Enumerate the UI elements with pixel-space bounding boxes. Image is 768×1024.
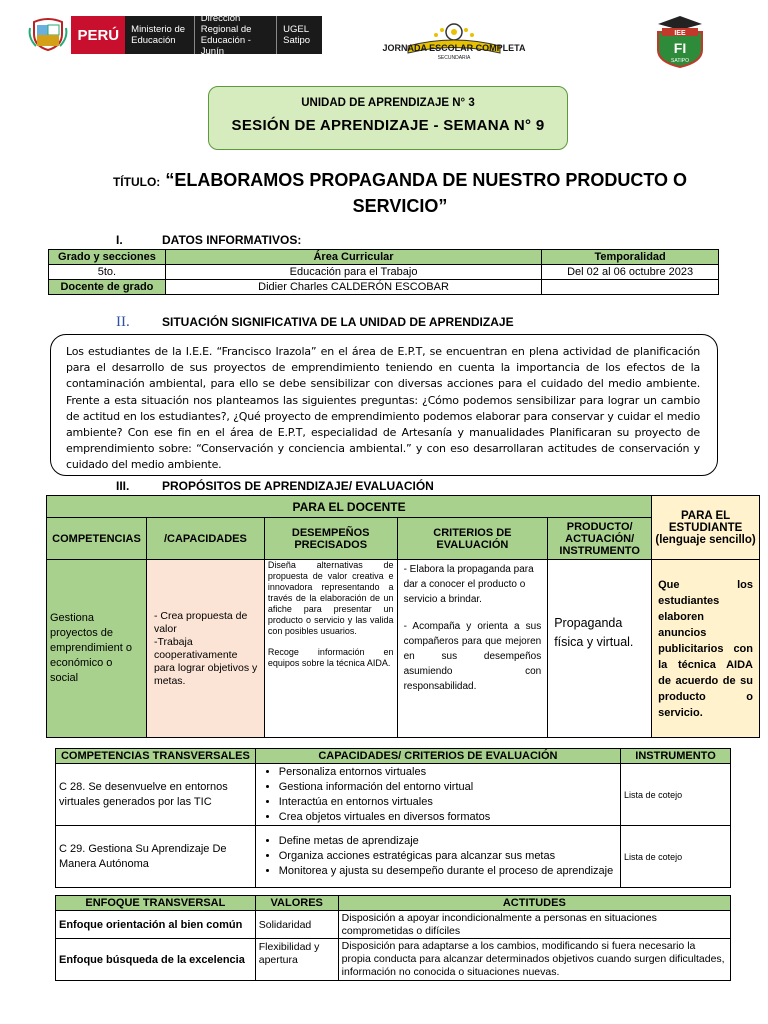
capacidades-header: /CAPACIDADES [146,518,264,560]
actitudes-header: ACTITUDES [338,896,730,911]
list-item: • Organiza acciones estratégicas para alcanzar sus metas [279,849,617,864]
datos-table [48,249,719,295]
para-docente-header: PARA EL DOCENTE [47,496,652,518]
list-item: • Interactúa en entornos virtuales [279,795,617,810]
titulo-label: TÍTULO: [112,175,161,189]
producto-cell: Propaganda física y virtual. [548,560,652,738]
peru-label: PERÚ [71,16,125,54]
jec-logo [382,22,526,61]
grado-value: 5to. [49,265,166,280]
comp-29-cell: C 29. Gestiona Su Aprendizaje De Manera Autónoma [56,826,256,888]
instrumento-header: INSTRUMENTO [621,749,731,764]
titulo-text: “ELABORAMOS PROPAGANDA DE NUESTRO PRODUCTO O SERVICIO” [165,170,688,216]
svg-text:IEE: IEE [674,30,686,37]
valores-header: VALORES [255,896,338,911]
minedu-logo [24,13,322,57]
ministerio-label: Ministerio de Educación [125,16,194,54]
svg-text:JORNADA ESCOLAR COMPLETA: JORNADA ESCOLAR COMPLETA [382,43,526,53]
capacidades-cell: - Crea propuesta de valor -Trabaja cooperativamente para lograr objetivos y metas. [146,560,264,738]
section-heading-1: I. DATOS INFORMATIVOS: [116,233,302,247]
area-value: Educación para el Trabajo [165,265,541,280]
section-heading-3: III. PROPÓSITOS DE APRENDIZAJE/ EVALUACIÓN [116,479,434,493]
docente-label: Docente de grado [49,280,166,295]
grado-header: Grado y secciones [49,250,166,265]
coat-of-arms-icon [24,16,71,54]
comp-28-cell: C 28. Se desenvuelve en entornos virtuales generados por las TIC [56,764,256,826]
empty-cell [542,280,719,295]
comp-28-items [255,764,620,826]
enfoques-table [55,895,731,981]
list-item: • Personaliza entornos virtuales [279,765,617,780]
svg-text:SATIPO: SATIPO [671,58,689,64]
comp-transversales-header: COMPETENCIAS TRANSVERSALES [56,749,256,764]
svg-text:SECUNDARIA: SECUNDARIA [437,55,471,61]
list-item: • Crea objetos virtuales en diversos formatos [279,810,617,825]
actitud-1: Disposición a apoyar incondicionalmente a personas en situaciones comprometidas o difíciles [338,911,730,939]
competencias-header: COMPETENCIAS [47,518,147,560]
valor-flexibilidad: Flexibilidad y apertura [255,939,338,981]
enfoque-excelencia: Enfoque búsqueda de la excelencia [56,939,256,981]
ugel-label: UGEL Satipo [276,16,322,54]
docente-value: Didier Charles CALDERÓN ESCOBAR [165,280,541,295]
temporalidad-value: Del 02 al 06 octubre 2023 [542,265,719,280]
criterios-header: CRITERIOS DE EVALUACIÓN [397,518,548,560]
unidad-title: UNIDAD DE APRENDIZAJE N° 3 [301,97,475,109]
list-item: • Gestiona información del entorno virtual [279,780,617,795]
instrumento-28: Lista de cotejo [621,764,731,826]
enfoque-header: ENFOQUE TRANSVERSAL [56,896,256,911]
capacidades-criterios-header: CAPACIDADES/ CRITERIOS DE EVALUACIÓN [255,749,620,764]
temporalidad-header: Temporalidad [542,250,719,265]
area-header: Área Curricular [165,250,541,265]
iee-logo [654,14,706,68]
estudiante-cell: Que los estudiantes elaboren anuncios publicitarios con la técnica AIDA de acuerdo de su producto o servicio. [652,560,760,738]
list-item: • Define metas de aprendizaje [279,834,617,849]
svg-text:FI: FI [673,40,687,56]
propositos-table [46,495,760,738]
producto-header: PRODUCTO/ ACTUACIÓN/ INSTRUMENTO [548,518,652,560]
desempenos-cell: Diseña alternativas de propuesta de valor creativa e innovadora representando a través de la elaboración de un afiche para presentar un producto o servicio y las valida con posibles usuarios. Recoge información en equipos sobre la técnica AIDA. [264,560,397,738]
instrumento-29: Lista de cotejo [621,826,731,888]
list-item: • Monitorea y ajusta su desempeño durante el proceso de aprendizaje [279,864,617,879]
actitud-2: Disposición para adaptarse a los cambios, modificando si fuera necesario la propia conducta para alcanzar determinados objetivos cuando surgen dificultades, información no conocida o situaciones nuevas. [338,939,730,981]
page-title [110,168,690,218]
desempenos-header: DESEMPEÑOS PRECISADOS [264,518,397,560]
competencia-cell: Gestiona proyectos de emprendimient o económico o social [47,560,147,738]
transversales-table [55,748,731,888]
direccion-label: Dirección Regional de Educación - Junín [194,16,276,54]
criterios-cell: - Elabora la propaganda para dar a conocer el producto o servicio a brindar. - Acompaña y orienta a sus compañeros para que mejoren en sus desempeños asumiendo con responsabilidad. [397,560,548,738]
para-estudiante-header: PARA EL ESTUDIANTE (lenguaje sencillo) [652,496,760,560]
enfoque-bien-comun: Enfoque orientación al bien común [56,911,256,939]
situacion-text: Los estudiantes de la I.E.E. “Francisco Irazola” en el área de E.P.T, se encuentran en plena actividad de planificación para el desarrollo de sus proyectos de emprendimiento teniendo en cuenta la importancia de los efectos de la contaminación ambiental, para ello se debe sensibilizar con diversas acciones para el cuidado del medio ambiente. Frente a esta situación nos planteamos las siguientes preguntas: ¿Cómo podemos sensibilizar para lograr un cambio de actitud en los estudiantes?, ¿Qué proyecto de emprendimiento podemos elaborar para conservar y cuidar el medio ambiente? Con ese fin en el área de E.P.T, especialidad de Artesanía y manualidades Planificaran su proyecto de emprendimiento sobre: “Conservación y conciencia ambiental.” y con eso desarrollaran actitudes de conservación y cuidado del medio ambiente. [66,345,700,472]
section-heading-2: II. SITUACIÓN SIGNIFICATIVA DE LA UNIDAD DE APRENDIZAJE [116,314,514,330]
unidad-box [208,86,568,150]
valor-solidaridad: Solidaridad [255,911,338,939]
comp-29-items [255,826,620,888]
sesion-title: SESIÓN DE APRENDIZAJE - SEMANA N° 9 [231,117,545,134]
